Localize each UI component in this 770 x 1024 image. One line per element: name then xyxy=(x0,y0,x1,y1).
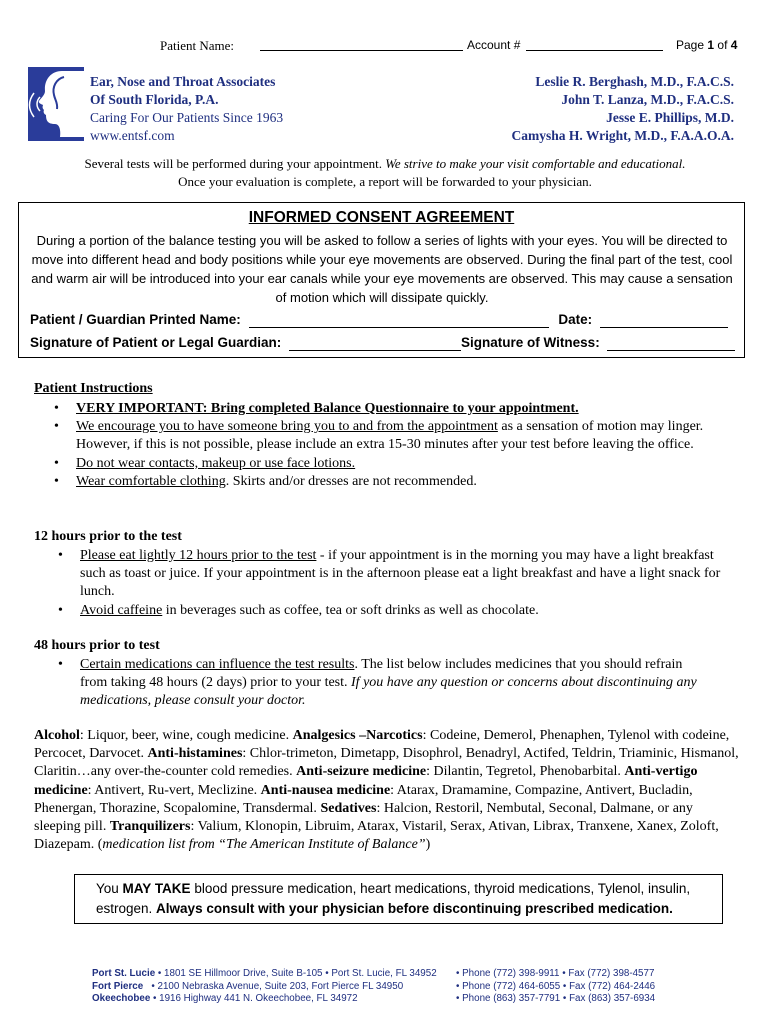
footer-offices xyxy=(92,968,437,1006)
office-phones: • Phone (772) 464-6055 • Fax (772) 464-2446 xyxy=(456,980,656,992)
office-phones: • Phone (863) 357-7791 • Fax (863) 357-6934 xyxy=(456,993,656,1004)
med-category: Anti-seizure medicine xyxy=(296,764,427,780)
med-items: : Liquor, beer, wine, cough medicine. xyxy=(79,728,293,743)
office-name: Okeechobee xyxy=(92,993,151,1004)
page-label: Page xyxy=(676,38,705,52)
instruction-clothing: Wear comfortable clothing xyxy=(76,473,226,489)
printed-name-label: Patient / Guardian Printed Name: xyxy=(30,312,241,327)
consent-title: INFORMED CONSENT AGREEMENT xyxy=(248,209,515,226)
twelve-hours-list xyxy=(58,547,740,620)
list-item: • Certain medications can influence the test results. The list below includes medicines that you should refrain from taking 48 hours (2 days) prior to your test. If you have any question or concerns about discontinuing any medications, please consult your doctor. xyxy=(58,657,697,709)
printed-name-field[interactable] xyxy=(249,312,549,328)
med-items: : Dilantin, Tegretol, Phenobarbital. xyxy=(426,764,625,780)
page-of: of xyxy=(717,38,728,52)
med-items: : Codeine, Demerol, Phenaphen, Tylenol with codeine, Percocet, Darvocet. xyxy=(34,728,730,762)
date-field[interactable] xyxy=(600,312,728,328)
consent-body: During a portion of the balance testing you will be asked to follow a series of lights with your eyes. You will be directed to move into different head and body positions while your eye movements are observed. During the final part of the test, cool and warm air will be introduced into your ear canals while your eye movements are observed. This may cause a sensation of motion which will dissipate quickly. xyxy=(31,233,733,305)
med-category: Anti-histamines xyxy=(147,746,243,762)
office-name: Fort Pierce xyxy=(92,980,144,992)
instruction-clothing-rest: . Skirts and/or dresses are not recommended. xyxy=(225,473,477,489)
patient-name-label: Patient Name: xyxy=(160,38,235,53)
avoid-caffeine-rest: in beverages such as coffee, tea or soft drinks as well as chocolate. xyxy=(162,602,539,618)
forty-eight-hours-heading: 48 hours prior to test xyxy=(34,638,160,653)
medications-influence-rest: . The list below includes medicines that you should refrain from taking 48 hours (2 days) prior to your test. xyxy=(80,657,683,691)
doctor-name: Camysha H. Wright, M.D., F.A.A.O.A. xyxy=(511,128,734,143)
doctors-list xyxy=(511,73,734,145)
account-label: Account # xyxy=(467,38,521,52)
med-category: Anti-nausea medicine xyxy=(260,782,391,798)
may-take-you: You xyxy=(96,881,123,896)
logo-head-profile-icon xyxy=(28,67,84,141)
list-item: • We encourage you to have someone bring you to and from the appointment as a sensation of motion may linger. However, if this is not possible, please include an extra 15-30 minutes after your test before leaving the office. xyxy=(54,419,704,453)
instruction-companion: We encourage you to have someone bring you to and from the appointment xyxy=(76,419,498,435)
forty-eight-hours-list xyxy=(58,656,705,711)
practice-website[interactable]: www.entsf.com xyxy=(90,128,175,143)
list-item: • Please eat lightly 12 hours prior to the test - if your appointment is in the morning you may have a light breakfast such as toast or juice. If your appointment is in the afternoon please eat a light breakfast and have a light snack for lunch. xyxy=(58,548,721,600)
med-items: : Atarax, Dramamine, Compazine, Antivert, Bucladin, Phenergan, Thorazine, Scopalomine, Transdermal. xyxy=(34,782,693,816)
practice-info xyxy=(90,73,283,145)
eat-lightly-rest: - if your appointment is in the morning you may have a light breakfast such as toast or juice. If your appointment is in the afternoon please eat a light breakfast and have a light snack for lunch. xyxy=(80,548,721,600)
printed-name-row xyxy=(30,312,728,328)
office-name: Port St. Lucie xyxy=(92,968,156,979)
office-address: • 2100 Nebraska Avenue, Suite 203, Fort Pierce FL 34950 xyxy=(151,980,404,992)
witness-field[interactable] xyxy=(607,335,735,351)
may-take-consult: Always consult with your physician before discontinuing prescribed medication. xyxy=(156,901,673,916)
practice-name-line2: Of South Florida, P.A. xyxy=(90,92,219,107)
med-category: Anti-vertigo medicine xyxy=(34,764,698,798)
med-items: : Halcion, Restoril, Nembutal, Seconal, Dalmane, or any sleeping pill. xyxy=(34,800,693,835)
signature-label: Signature of Patient or Legal Guardian: xyxy=(30,335,282,350)
practice-name-line1: Ear, Nose and Throat Associates xyxy=(90,74,276,89)
footer-office-row xyxy=(92,981,437,994)
list-item: • VERY IMPORTANT: Bring completed Balance Questionnaire to your appointment. xyxy=(54,401,579,416)
instructions-list xyxy=(54,400,736,491)
office-phones: • Phone (772) 398-9911 • Fax (772) 398-4577 xyxy=(456,968,655,979)
doctor-name: Leslie R. Berghash, M.D., F.A.C.S. xyxy=(535,74,734,89)
doctor-name: John T. Lanza, M.D., F.A.C.S. xyxy=(561,92,734,107)
instruction-contacts: Do not wear contacts, makeup or use face lotions. xyxy=(76,455,356,471)
may-take-emphasis: MAY TAKE xyxy=(122,881,191,896)
footer-phones xyxy=(456,968,655,1006)
med-category: Tranquilizers xyxy=(109,819,191,835)
intro-line1-italic: We strive to make your visit comfortable and educational. xyxy=(385,156,686,171)
medications-influence: Certain medications can influence the test results xyxy=(80,657,355,672)
witness-label: Signature of Witness: xyxy=(461,335,600,350)
list-item: • Wear comfortable clothing. Skirts and/or dresses are not recommended. xyxy=(54,473,477,489)
med-items: : Valium, Klonopin, Libruim, Atarax, Vistaril, Serax, Ativan, Librax, Tranxene, Xanex, Zoloft, Diazepam. ( xyxy=(34,819,719,853)
medication-source: medication list from “The American Institute of Balance” xyxy=(102,837,426,853)
intro-line1: Several tests will be performed during your appointment. xyxy=(84,156,382,171)
office-address: • 1801 SE Hillmoor Drive, Suite B-105 • Port St. Lucie, FL 34952 xyxy=(157,968,437,979)
page-indicator xyxy=(676,38,737,52)
instruction-important: VERY IMPORTANT: Bring completed Balance Questionnaire to your appointment. xyxy=(76,401,579,416)
medication-source-close: ) xyxy=(425,837,431,853)
medications-consult: If you have any question or concerns about discontinuing any medications, please consult your doctor. xyxy=(80,675,697,709)
list-item: • Do not wear contacts, makeup or use face lotions. xyxy=(54,455,356,471)
may-take-text xyxy=(96,879,716,919)
intro-line2: Once your evaluation is complete, a report will be forwarded to your physician. xyxy=(178,174,592,189)
may-take-list: blood pressure medication, heart medications, thyroid medications, Tylenol, insulin, estrogen. xyxy=(96,881,691,916)
footer-office-row xyxy=(92,968,437,981)
patient-instructions-heading: Patient Instructions xyxy=(34,381,153,396)
list-item: • Avoid caffeine in beverages such as coffee, tea or soft drinks as well as chocolate. xyxy=(58,602,539,618)
med-category: Sedatives xyxy=(320,800,377,816)
account-field[interactable] xyxy=(526,50,663,51)
office-address: • 1916 Highway 441 N. Okeechobee, FL 34972 xyxy=(153,993,358,1004)
doctor-name: Jesse E. Phillips, M.D. xyxy=(606,110,734,125)
page-total: 4 xyxy=(730,38,738,52)
signature-row xyxy=(30,335,735,351)
instruction-companion-rest: as a sensation of motion may linger. However, if this is not possible, please include an extra 15-30 minutes after your test before leaving the office. xyxy=(76,419,704,453)
patient-name-field[interactable] xyxy=(260,50,463,51)
intro-text xyxy=(0,155,770,191)
date-label: Date: xyxy=(558,312,593,327)
page-current: 1 xyxy=(707,38,715,52)
twelve-hours-heading: 12 hours prior to the test xyxy=(34,529,182,544)
footer-office-row xyxy=(92,993,437,1006)
med-category: Analgesics –Narcotics xyxy=(292,728,423,743)
avoid-caffeine: Avoid caffeine xyxy=(80,602,163,618)
medication-list xyxy=(34,727,739,854)
med-items: : Chlor-trimeton, Dimetapp, Disophrol, Benadryl, Actifed, Teldrin, Triaminic, Hismanol, Claritin…any over-the-counter cold remedies. xyxy=(34,746,739,780)
eat-lightly: Please eat lightly 12 hours prior to the test xyxy=(80,548,317,563)
signature-field[interactable] xyxy=(289,335,461,351)
med-category: Alcohol xyxy=(34,728,80,743)
med-items: : Antivert, Ru-vert, Meclizine. xyxy=(87,782,261,798)
practice-tagline: Caring For Our Patients Since 1963 xyxy=(90,110,284,125)
